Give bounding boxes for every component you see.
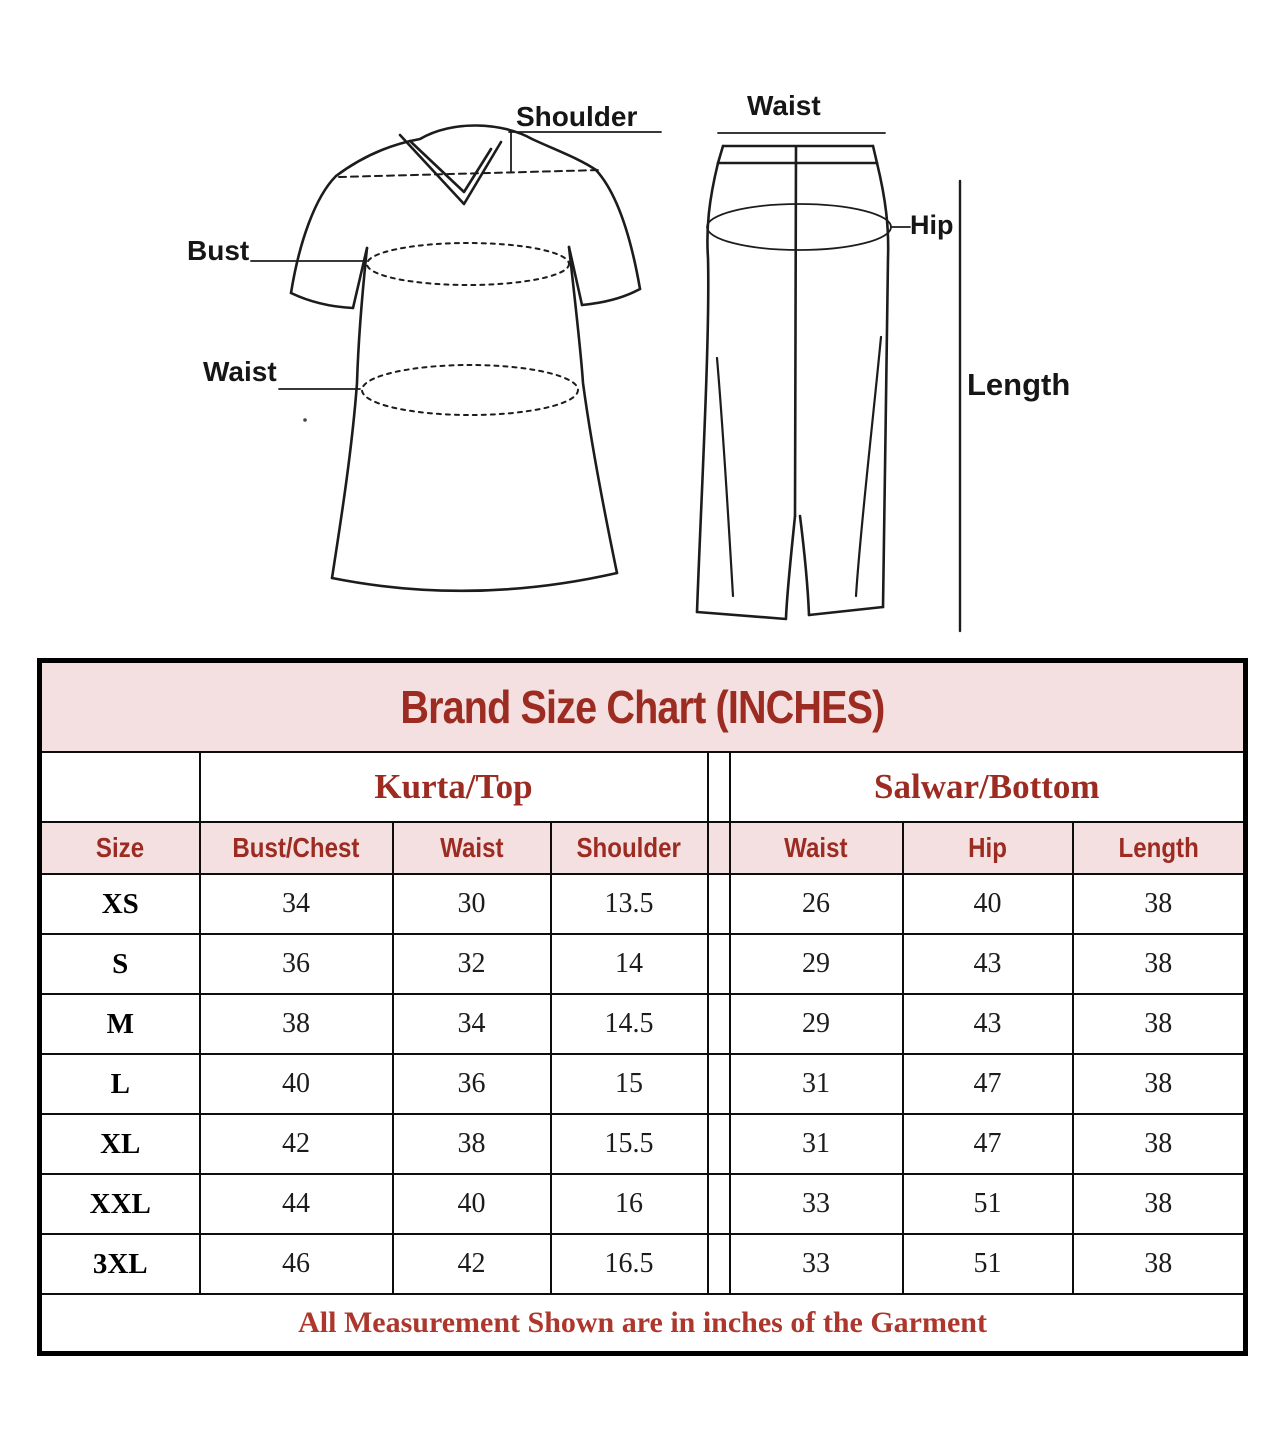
salwar-left-inner-leg-path (786, 516, 795, 618)
salwar-left-crease-path (717, 358, 733, 596)
spacer-cell (708, 994, 730, 1054)
kurta-waist-cell: 30 (393, 874, 551, 934)
bust-chest-cell: 38 (200, 994, 393, 1054)
table-row-3xl (40, 1234, 1246, 1294)
length-cell: 38 (1073, 1174, 1246, 1234)
kurta-vneck-outer-path (410, 141, 491, 192)
salwar-waist-cell: 33 (730, 1174, 903, 1234)
shoulder-cell: 16 (551, 1174, 708, 1234)
size-cell: XS (40, 874, 200, 934)
salwar-waist-cell: 26 (730, 874, 903, 934)
kurta-hem-path (332, 573, 617, 591)
size-cell: L (40, 1054, 200, 1114)
kurta-waist-label: Waist (203, 356, 277, 387)
spacer-cell (708, 1174, 730, 1234)
salwar-waist-cell: 33 (730, 1234, 903, 1294)
hip-cell: 43 (903, 934, 1073, 994)
shoulder-cell: 14.5 (551, 994, 708, 1054)
table-row-l (40, 1054, 1246, 1114)
salwar-group-header: Salwar/Bottom (730, 752, 1246, 822)
spacer-cell (708, 1054, 730, 1114)
group-header-row (40, 752, 1246, 822)
hip-cell: 51 (903, 1174, 1073, 1234)
hip-label: Hip (910, 210, 954, 240)
hip-cell: 43 (903, 994, 1073, 1054)
bust-chest-column-header: Bust/Chest (200, 822, 393, 874)
kurta-waist-ellipse (362, 365, 578, 415)
kurta-waist-cell: 42 (393, 1234, 551, 1294)
salwar-right-hem-path (809, 607, 883, 615)
spacer-cell (708, 934, 730, 994)
kurta-right-body-path (569, 247, 617, 573)
length-label: Length (967, 367, 1071, 402)
kurta-waist-cell: 38 (393, 1114, 551, 1174)
shoulder-cell: 15.5 (551, 1114, 708, 1174)
shoulder-cell: 13.5 (551, 874, 708, 934)
length-column-header: Length (1073, 822, 1246, 874)
header-spacer-cell (708, 822, 730, 874)
kurta-top-outline-path (336, 125, 596, 176)
stray-dot (303, 418, 307, 422)
salwar-waist-cell: 29 (730, 994, 903, 1054)
kurta-shoulder-dashed-line (339, 170, 601, 177)
length-cell: 38 (1073, 994, 1246, 1054)
salwar-right-crease-path (856, 337, 881, 596)
bust-chest-cell: 44 (200, 1174, 393, 1234)
table-row-xs (40, 874, 1246, 934)
length-cell: 38 (1073, 874, 1246, 934)
hip-column-header: Hip (903, 822, 1073, 874)
group-spacer-cell (708, 752, 730, 822)
size-cell: XXL (40, 1174, 200, 1234)
kurta-right-cuff-path (582, 289, 640, 305)
salwar-center-seam-path (795, 147, 796, 516)
salwar-waist-cell: 31 (730, 1054, 903, 1114)
kurta-waist-column-header: Waist (393, 822, 551, 874)
salwar-waistband-right-end-path (873, 146, 877, 163)
salwar-waist-column-header: Waist (730, 822, 903, 874)
kurta-waist-cell: 36 (393, 1054, 551, 1114)
spacer-cell (708, 874, 730, 934)
kurta-waist-cell: 34 (393, 994, 551, 1054)
kurta-right-sleeve-path (596, 170, 640, 289)
salwar-waist-label: Waist (747, 90, 821, 121)
bust-chest-cell: 36 (200, 934, 393, 994)
table-row-xxl (40, 1174, 1246, 1234)
kurta-left-cuff-path (291, 293, 353, 308)
salwar-right-outer-path (877, 163, 888, 607)
kurta-waist-cell: 32 (393, 934, 551, 994)
spacer-cell (708, 1234, 730, 1294)
kurta-left-body-path (332, 248, 367, 578)
kurta-group-header: Kurta/Top (200, 752, 708, 822)
size-cell: S (40, 934, 200, 994)
length-cell: 38 (1073, 1234, 1246, 1294)
bust-chest-cell: 34 (200, 874, 393, 934)
table-title: Brand Size Chart (INCHES) (400, 681, 885, 733)
table-row-xl (40, 1114, 1246, 1174)
bust-chest-cell: 40 (200, 1054, 393, 1114)
salwar-waistband-left-end-path (718, 146, 723, 163)
size-chart-table (37, 658, 1248, 1356)
shoulder-cell: 15 (551, 1054, 708, 1114)
salwar-left-hem-path (697, 612, 786, 619)
hip-cell: 51 (903, 1234, 1073, 1294)
salwar-waist-cell: 31 (730, 1114, 903, 1174)
group-empty-cell (40, 752, 200, 822)
kurta-waist-cell: 40 (393, 1174, 551, 1234)
salwar-outline (697, 146, 891, 619)
table-row-m (40, 994, 1246, 1054)
garment-diagram-svg (0, 0, 1280, 650)
shoulder-cell: 14 (551, 934, 708, 994)
footnote-row (40, 1294, 1246, 1354)
kurta-left-sleeve-path (291, 176, 336, 293)
length-cell: 38 (1073, 934, 1246, 994)
footnote-cell: All Measurement Shown are in inches of the Garment (40, 1294, 1246, 1354)
shoulder-cell: 16.5 (551, 1234, 708, 1294)
salwar-waist-cell: 29 (730, 934, 903, 994)
hip-cell: 47 (903, 1054, 1073, 1114)
salwar-right-inner-leg-path (800, 516, 809, 615)
salwar-hip-ellipse (707, 204, 891, 250)
shoulder-column-header: Shoulder (551, 822, 708, 874)
bust-chest-cell: 46 (200, 1234, 393, 1294)
hip-cell: 40 (903, 874, 1073, 934)
length-cell: 38 (1073, 1114, 1246, 1174)
length-cell: 38 (1073, 1054, 1246, 1114)
column-header-row (40, 822, 1246, 874)
size-cell: M (40, 994, 200, 1054)
kurta-bust-ellipse (367, 243, 569, 285)
bust-chest-cell: 42 (200, 1114, 393, 1174)
size-column-header: Size (40, 822, 200, 874)
hip-cell: 47 (903, 1114, 1073, 1174)
spacer-cell (708, 1114, 730, 1174)
kurta-outline (291, 125, 640, 590)
shoulder-label: Shoulder (516, 101, 638, 132)
size-cell: 3XL (40, 1234, 200, 1294)
bust-label: Bust (187, 235, 250, 266)
table-title-cell (40, 661, 1246, 753)
table-row-s (40, 934, 1246, 994)
size-cell: XL (40, 1114, 200, 1174)
measurement-diagram (0, 0, 1280, 650)
title-row (40, 661, 1246, 753)
